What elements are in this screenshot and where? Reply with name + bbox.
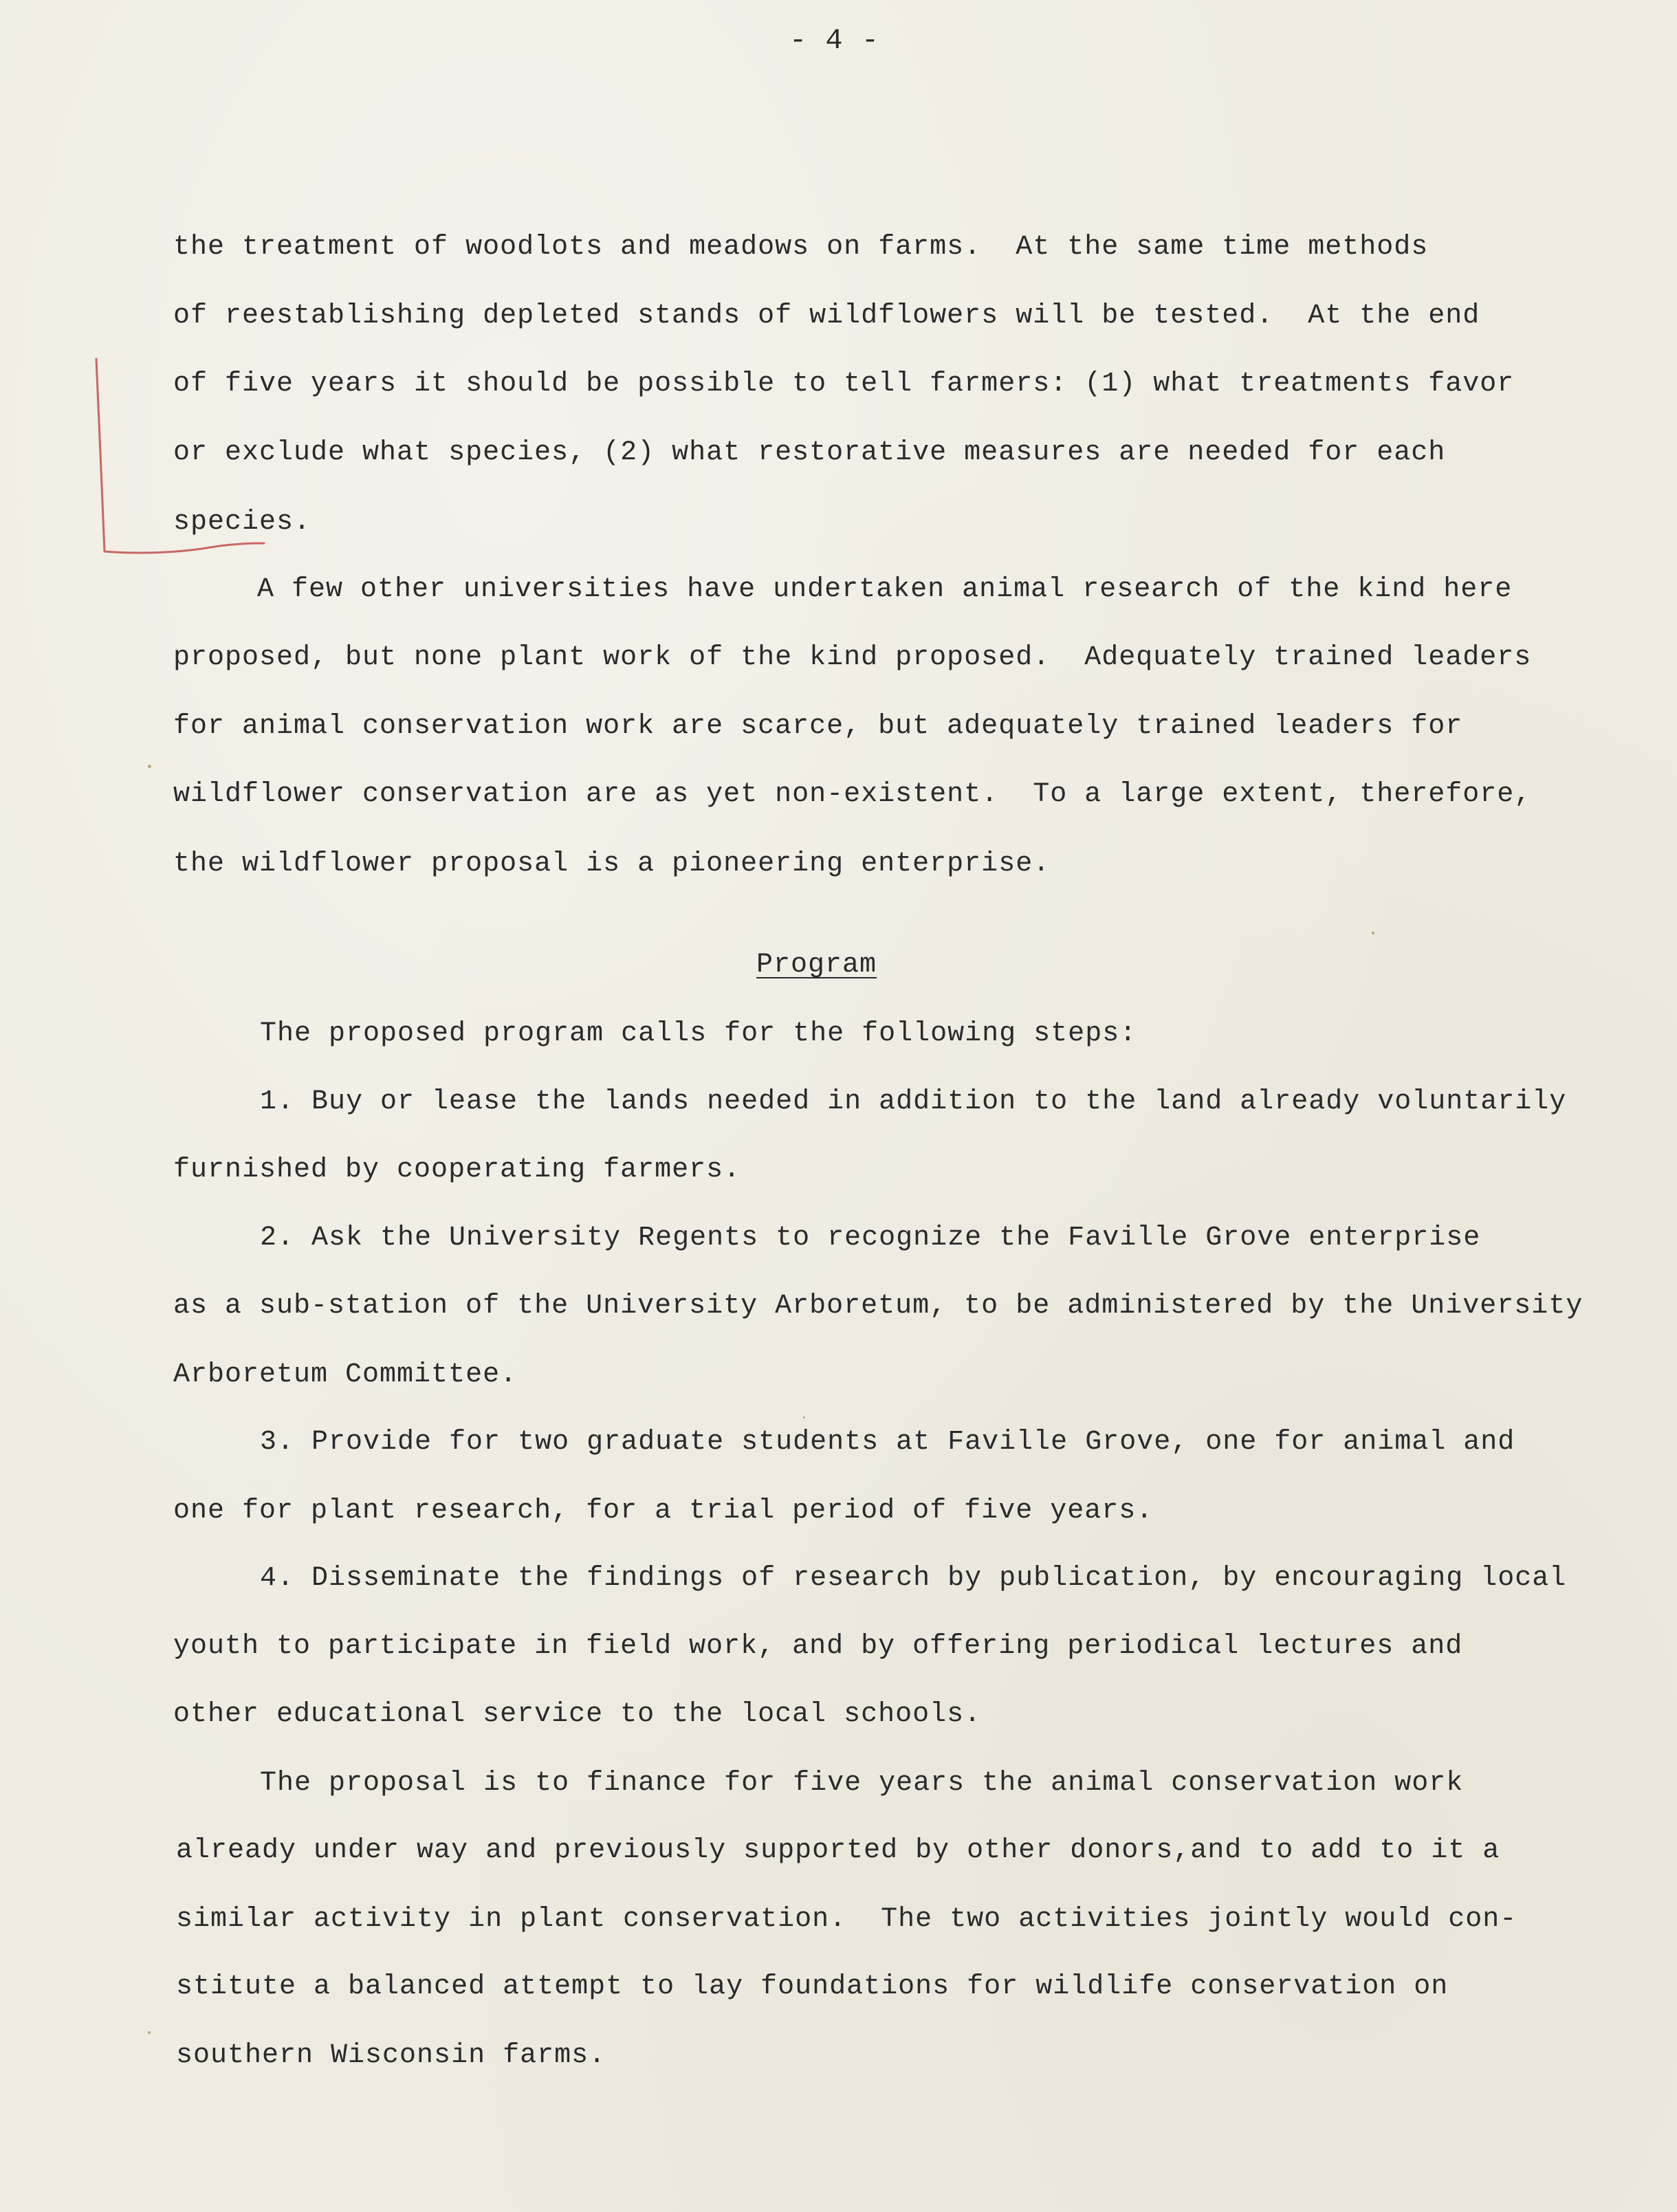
- paper-speck: [803, 1416, 805, 1419]
- text-line: proposed, but none plant work of the kind proposed. Adequately trained leaders: [173, 642, 1532, 673]
- text-line: the treatment of woodlots and meadows on farms. At the same time methods: [173, 232, 1429, 263]
- program-intro: The proposed program calls for the following steps:: [260, 1018, 1137, 1049]
- text-line: A few other universities have undertaken animal research of the kind here: [257, 574, 1513, 605]
- text-line: wildflower conservation are as yet non-existent. To a large extent, therefore,: [173, 779, 1532, 810]
- text-line: Arboretum Committee.: [173, 1359, 518, 1390]
- paper-speck: [148, 765, 151, 768]
- section-heading: Program: [756, 950, 877, 981]
- text-line: furnished by cooperating farmers.: [173, 1154, 741, 1185]
- paper-speck: [148, 2031, 151, 2034]
- text-line: as a sub-station of the University Arboretum, to be administered by the University: [173, 1291, 1583, 1322]
- text-line: 4. Disseminate the findings of research by publication, by encouraging local: [260, 1563, 1567, 1594]
- text-line: of reestablishing depleted stands of wildflowers will be tested. At the end: [173, 300, 1480, 331]
- text-line: The proposal is to finance for five years the animal conservation work: [260, 1768, 1464, 1799]
- text-line: 3. Provide for two graduate students at Faville Grove, one for animal and: [260, 1427, 1515, 1458]
- text-line: for animal conservation work are scarce, but adequately trained leaders for: [173, 711, 1463, 742]
- text-line: of five years it should be possible to tell farmers: (1) what treatments favor: [173, 369, 1515, 399]
- text-line: 2. Ask the University Regents to recognize the Faville Grove enterprise: [260, 1223, 1481, 1253]
- text-line: 1. Buy or lease the lands needed in addition to the land already voluntarily: [260, 1086, 1567, 1117]
- text-line: the wildflower proposal is a pioneering enterprise.: [173, 848, 1051, 879]
- text-line: southern Wisconsin farms.: [176, 2040, 606, 2071]
- text-line: similar activity in plant conservation. The two activities jointly would con-: [176, 1904, 1517, 1935]
- text-line: species.: [173, 507, 311, 538]
- text-line: already under way and previously supported by other donors,and to add to it a: [176, 1835, 1500, 1866]
- text-line: stitute a balanced attempt to lay foundations for wildlife conservation on: [176, 1971, 1449, 2002]
- page-number: - 4 -: [789, 24, 880, 57]
- text-line: or exclude what species, (2) what restorative measures are needed for each: [173, 437, 1446, 468]
- text-line: one for plant research, for a trial period of five years.: [173, 1496, 1154, 1526]
- text-line: youth to participate in field work, and by offering periodical lectures and: [173, 1631, 1463, 1662]
- paper-speck: [1372, 932, 1374, 934]
- text-line: other educational service to the local schools.: [173, 1699, 982, 1730]
